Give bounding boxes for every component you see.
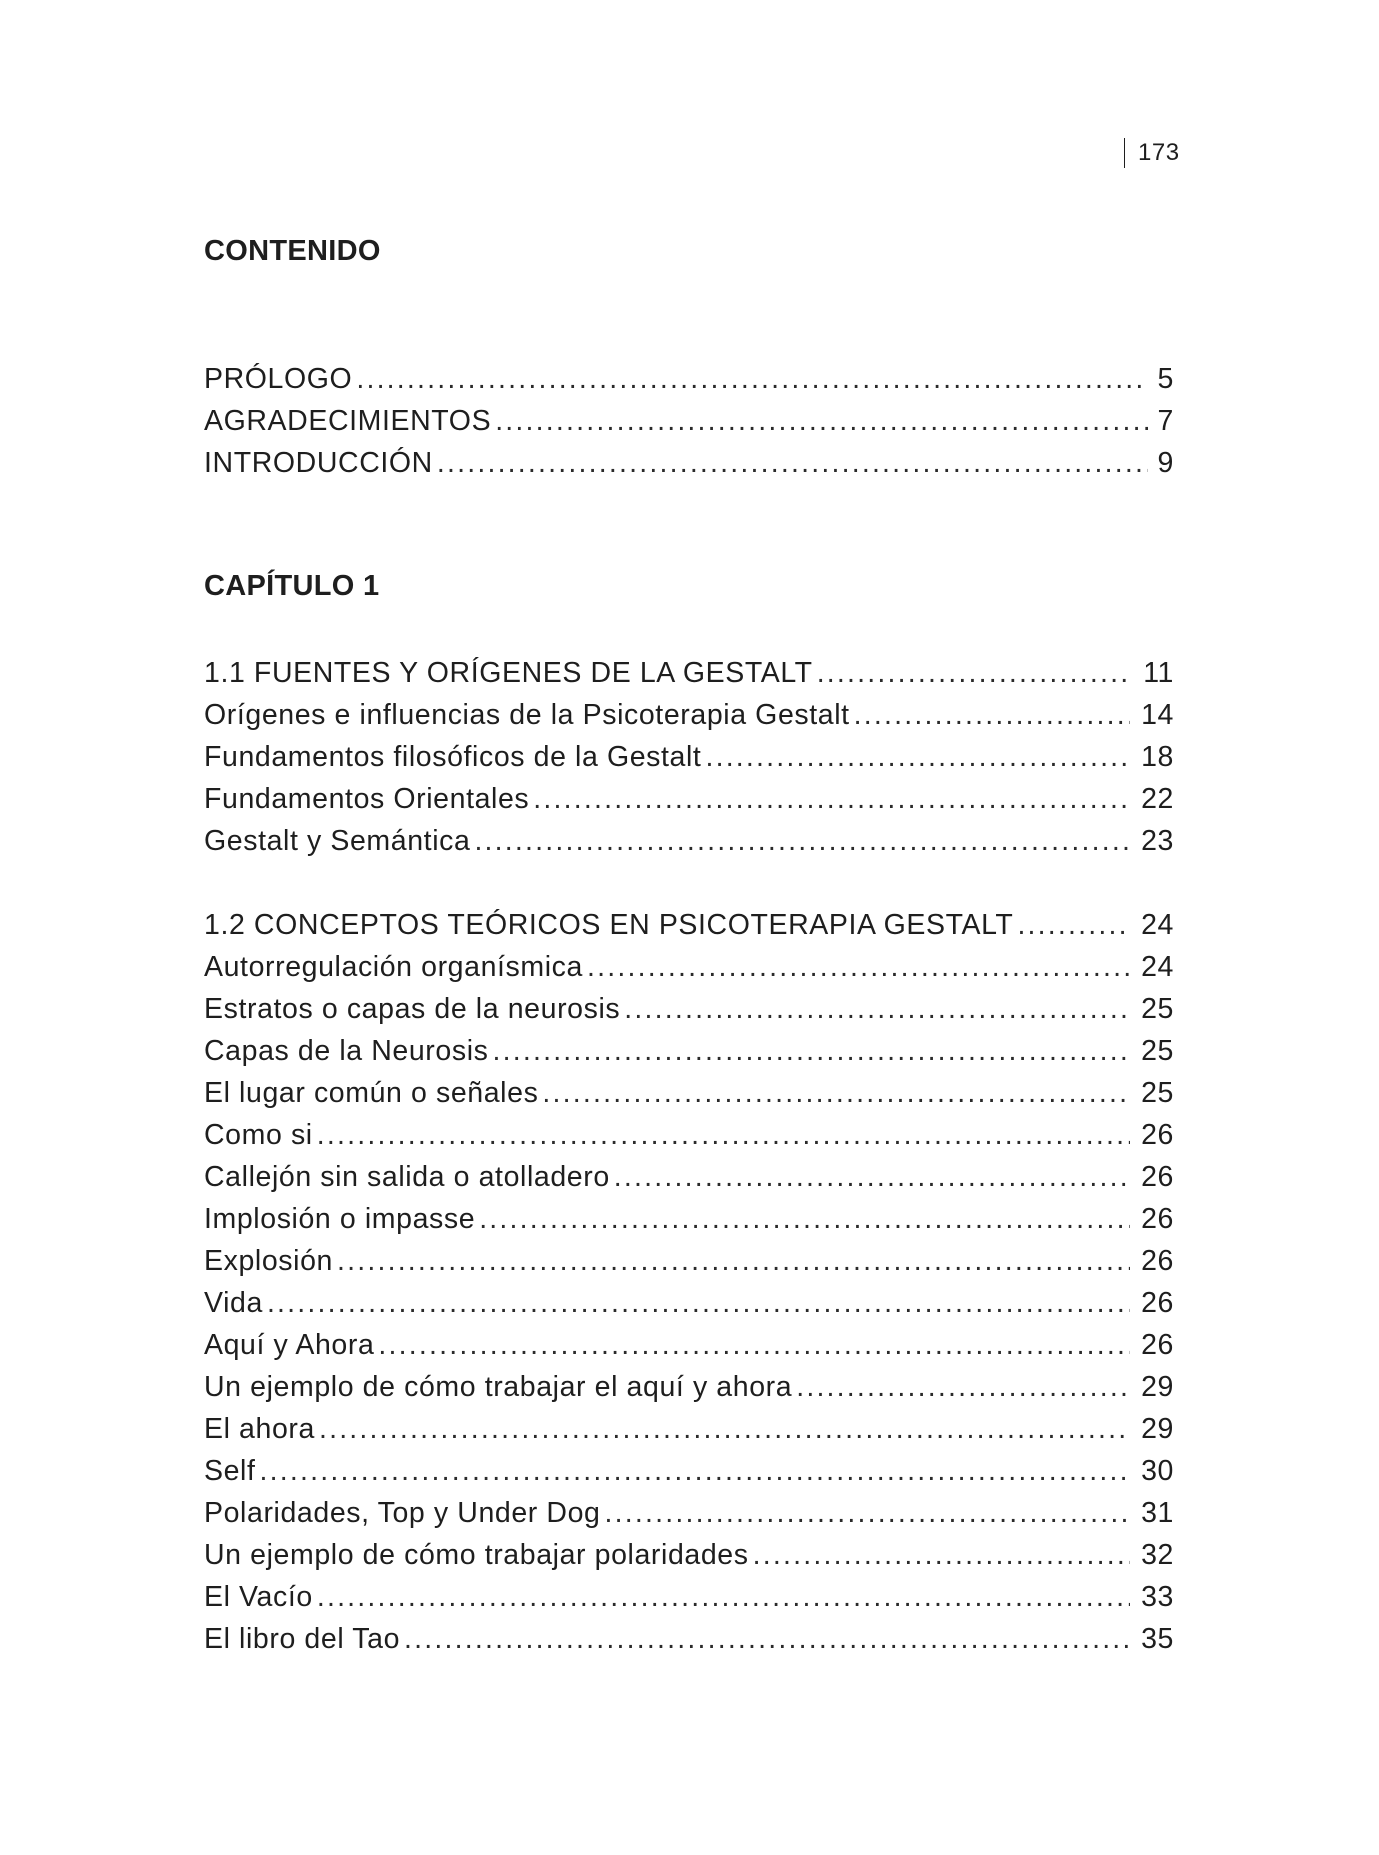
toc-entry[interactable] — [204, 778, 1174, 820]
toc-entry-title: Estratos o capas de la neurosis — [204, 993, 621, 1025]
toc-entry[interactable] — [204, 1366, 1174, 1408]
toc-entry[interactable] — [204, 358, 1174, 400]
toc-entry-title: Vida — [204, 1287, 263, 1319]
toc-entry[interactable] — [204, 820, 1174, 862]
toc-entry[interactable] — [204, 400, 1174, 442]
toc-entry-title: 1.1 FUENTES Y ORÍGENES DE LA GESTALT — [204, 657, 813, 689]
toc-entry-title: Implosión o impasse — [204, 1203, 476, 1235]
contents-heading: CONTENIDO — [204, 235, 381, 267]
toc-entry[interactable] — [204, 1282, 1174, 1324]
toc-entry-page: 35 — [1141, 1623, 1174, 1655]
toc-entry-title: El Vacío — [204, 1581, 313, 1613]
toc-entry-title: Como si — [204, 1119, 313, 1151]
toc-entry[interactable] — [204, 1618, 1174, 1660]
dot-leader — [495, 400, 1148, 442]
toc-entry-title: Self — [204, 1455, 256, 1487]
dot-leader — [378, 1324, 1130, 1366]
toc-section-1-1 — [204, 652, 1174, 862]
toc-entry-title: El lugar común o señales — [204, 1077, 539, 1109]
toc-entry-page: 24 — [1141, 951, 1174, 983]
toc-entry-title: 1.2 CONCEPTOS TEÓRICOS EN PSICOTERAPIA GESTALT — [204, 909, 1014, 941]
toc-entry-page: 29 — [1141, 1371, 1174, 1403]
dot-leader — [474, 820, 1130, 862]
toc-entry-title: Fundamentos Orientales — [204, 783, 530, 815]
dot-leader — [624, 988, 1130, 1030]
toc-entry[interactable] — [204, 1198, 1174, 1240]
dot-leader — [817, 652, 1130, 694]
dot-leader — [337, 1240, 1130, 1282]
dot-leader — [479, 1198, 1130, 1240]
toc-section-heading[interactable] — [204, 652, 1174, 694]
toc-entry-page: 26 — [1141, 1119, 1174, 1151]
toc-entry-page: 25 — [1141, 1035, 1174, 1067]
dot-leader — [404, 1618, 1130, 1660]
toc-entry[interactable] — [204, 1576, 1174, 1618]
toc-entry[interactable] — [204, 1156, 1174, 1198]
toc-entry-page: 9 — [1157, 447, 1174, 479]
toc-entry-page: 26 — [1141, 1245, 1174, 1277]
toc-entry-title: Explosión — [204, 1245, 333, 1277]
toc-entry[interactable] — [204, 694, 1174, 736]
chapter-heading: CAPÍTULO 1 — [204, 570, 380, 602]
dot-leader — [317, 1114, 1130, 1156]
dot-leader — [542, 1072, 1130, 1114]
toc-entry-title: Capas de la Neurosis — [204, 1035, 489, 1067]
dot-leader — [437, 442, 1148, 484]
toc-entry-page: 22 — [1141, 783, 1174, 815]
toc-entry-page: 23 — [1141, 825, 1174, 857]
toc-entry-page: 26 — [1141, 1203, 1174, 1235]
dot-leader — [605, 1492, 1131, 1534]
toc-front-matter — [204, 358, 1174, 484]
toc-entry-page: 26 — [1141, 1329, 1174, 1361]
toc-entry-title: Aquí y Ahora — [204, 1329, 375, 1361]
toc-section-1-2 — [204, 904, 1174, 1660]
toc-entry-page: 14 — [1141, 699, 1174, 731]
toc-entry-title: Orígenes e influencias de la Psicoterapia Gestalt — [204, 699, 850, 731]
toc-entry-title: INTRODUCCIÓN — [204, 447, 433, 479]
dot-leader — [753, 1534, 1130, 1576]
dot-leader — [614, 1156, 1130, 1198]
toc-entry-title: Callejón sin salida o atolladero — [204, 1161, 610, 1193]
toc-entry-title: AGRADECIMIENTOS — [204, 405, 492, 437]
dot-leader — [533, 778, 1130, 820]
toc-entry-page: 26 — [1141, 1161, 1174, 1193]
toc-entry-page: 18 — [1141, 741, 1174, 773]
toc-entry-page: 25 — [1141, 1077, 1174, 1109]
toc-entry-page: 31 — [1141, 1497, 1174, 1529]
toc-entry-page: 24 — [1141, 909, 1174, 941]
toc-section-heading[interactable] — [204, 904, 1174, 946]
toc-entry[interactable] — [204, 1030, 1174, 1072]
dot-leader — [356, 358, 1148, 400]
toc-entry-page: 32 — [1141, 1539, 1174, 1571]
dot-leader — [492, 1030, 1130, 1072]
toc-entry-title: Un ejemplo de cómo trabajar polaridades — [204, 1539, 749, 1571]
dot-leader — [319, 1408, 1130, 1450]
dot-leader — [260, 1450, 1130, 1492]
toc-entry-title: El ahora — [204, 1413, 315, 1445]
toc-entry-title: PRÓLOGO — [204, 363, 353, 395]
dot-leader — [1017, 904, 1130, 946]
dot-leader — [267, 1282, 1130, 1324]
toc-entry[interactable] — [204, 1240, 1174, 1282]
toc-entry-page: 11 — [1143, 657, 1174, 689]
toc-entry-page: 7 — [1157, 405, 1174, 437]
toc-entry[interactable] — [204, 946, 1174, 988]
toc-entry[interactable] — [204, 1114, 1174, 1156]
toc-entry[interactable] — [204, 736, 1174, 778]
toc-entry-page: 25 — [1141, 993, 1174, 1025]
dot-leader — [587, 946, 1130, 988]
page-number: 173 — [1124, 138, 1180, 168]
toc-entry[interactable] — [204, 1450, 1174, 1492]
dot-leader — [317, 1576, 1130, 1618]
toc-entry-title: Fundamentos filosóficos de la Gestalt — [204, 741, 702, 773]
toc-entry-title: Polaridades, Top y Under Dog — [204, 1497, 601, 1529]
toc-entry[interactable] — [204, 1492, 1174, 1534]
dot-leader — [705, 736, 1130, 778]
dot-leader — [796, 1366, 1130, 1408]
toc-entry-page: 5 — [1157, 363, 1174, 395]
toc-entry[interactable] — [204, 442, 1174, 484]
toc-entry-page: 29 — [1141, 1413, 1174, 1445]
toc-entry-page: 26 — [1141, 1287, 1174, 1319]
toc-entry-title: Autorregulación organísmica — [204, 951, 583, 983]
dot-leader — [854, 694, 1130, 736]
toc-entry-page: 33 — [1141, 1581, 1174, 1613]
toc-entry[interactable] — [204, 1324, 1174, 1366]
toc-entry[interactable] — [204, 1072, 1174, 1114]
toc-entry[interactable] — [204, 1408, 1174, 1450]
toc-entry-title: El libro del Tao — [204, 1623, 401, 1655]
toc-entry-title: Gestalt y Semántica — [204, 825, 471, 857]
toc-entry-page: 30 — [1141, 1455, 1174, 1487]
toc-entry[interactable] — [204, 1534, 1174, 1576]
toc-entry[interactable] — [204, 988, 1174, 1030]
toc-entry-title: Un ejemplo de cómo trabajar el aquí y ahora — [204, 1371, 793, 1403]
